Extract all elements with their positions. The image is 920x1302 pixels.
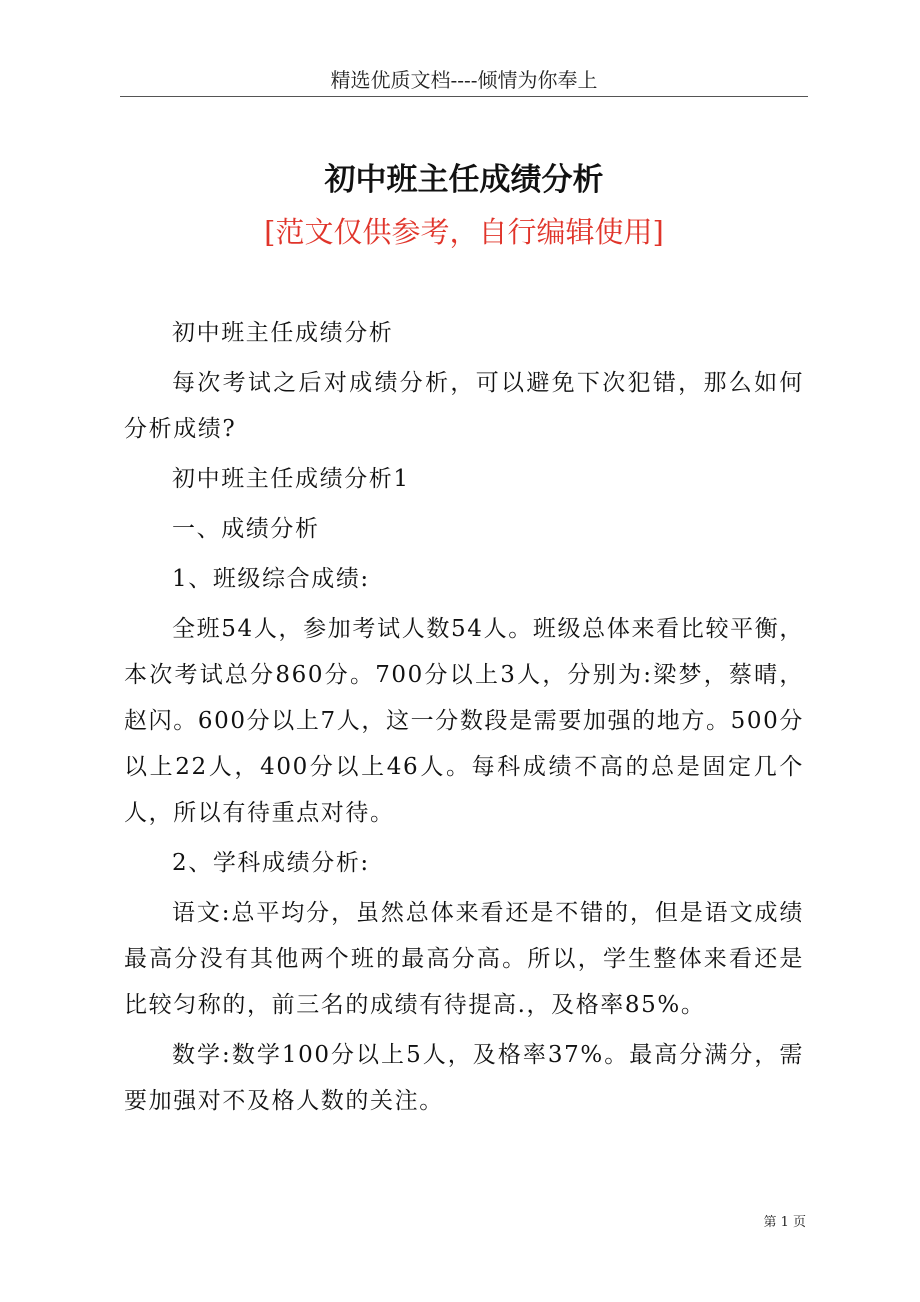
paragraph-section-1: 一、成绩分析 (172, 516, 320, 542)
paragraph-section-title: 初中班主任成绩分析1 (172, 466, 410, 492)
page-header-text: 精选优质文档----倾情为你奉上 (330, 68, 598, 92)
document-body (124, 310, 804, 1128)
paragraph-math: 数学:数学100分以上5人，及格率37%。最高分满分，需要加强对不及格人数的关注。 (124, 1042, 804, 1114)
header-divider (120, 96, 808, 97)
paragraph-heading: 初中班主任成绩分析 (172, 320, 394, 346)
page-number: 第 1 页 (763, 1215, 806, 1230)
paragraph-intro: 每次考试之后对成绩分析，可以避免下次犯错，那么如何分析成绩? (124, 370, 804, 442)
paragraph-class-summary: 全班54人，参加考试人数54人。班级总体来看比较平衡，本次考试总分860分。700分以上3人，分别为:梁梦，蔡晴，赵闪。600分以上7人，这一分数段是需要加强的地方。500分以上22人，400分以上46人。每科成绩不高的总是固定几个人，所以有待重点对待。 (124, 616, 804, 826)
document-subtitle: [范文仅供参考，自行编辑使用] (264, 215, 664, 249)
paragraph-subsection-1: 1、班级综合成绩: (172, 566, 370, 592)
paragraph-chinese: 语文:总平均分，虽然总体来看还是不错的，但是语文成绩最高分没有其他两个班的最高分高。所以，学生整体来看还是比较匀称的，前三名的成绩有待提高.，及格率85%。 (124, 900, 804, 1018)
document-title: 初中班主任成绩分析 (324, 162, 604, 198)
paragraph-subsection-2: 2、学科成绩分析: (172, 850, 370, 876)
